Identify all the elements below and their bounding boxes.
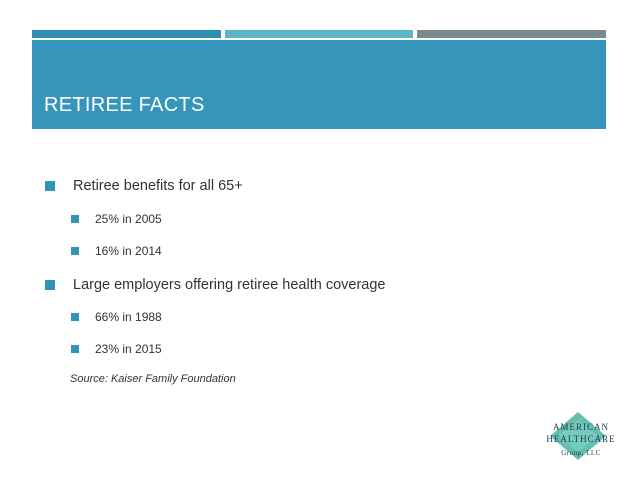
bullet-level2: [71, 244, 162, 258]
bullet-text: 23% in 2015: [95, 342, 162, 356]
bullet-square-icon: [45, 280, 55, 290]
bullet-text: 16% in 2014: [95, 244, 162, 258]
bullet-level2: [71, 212, 162, 226]
bullet-square-icon: [45, 181, 55, 191]
accent-bar-right: [417, 30, 606, 38]
bullet-level2: [71, 310, 162, 324]
bullet-text: Large employers offering retiree health coverage: [73, 277, 386, 293]
bullet-level1: [45, 277, 385, 293]
title-banner: [32, 40, 606, 129]
bullet-text: 25% in 2005: [95, 212, 162, 226]
bullet-square-icon: [71, 313, 79, 321]
bullet-level2: [71, 342, 162, 356]
logo-line-2: HEALTHCARE: [546, 434, 616, 444]
accent-bar-left: [32, 30, 221, 38]
accent-bar-middle: [225, 30, 413, 38]
bullet-text: 66% in 1988: [95, 310, 162, 324]
source-citation: Source: Kaiser Family Foundation: [70, 373, 236, 385]
bullet-square-icon: [71, 215, 79, 223]
logo-line-3: Group, LLC: [561, 449, 601, 457]
bullet-square-icon: [71, 247, 79, 255]
bullet-level1: [45, 178, 243, 194]
company-logo: [540, 410, 622, 466]
bullet-square-icon: [71, 345, 79, 353]
logo-line-1: AMERICAN: [552, 422, 609, 432]
bullet-text: Retiree benefits for all 65+: [73, 178, 243, 194]
slide-title: RETIREE FACTS: [44, 94, 205, 116]
